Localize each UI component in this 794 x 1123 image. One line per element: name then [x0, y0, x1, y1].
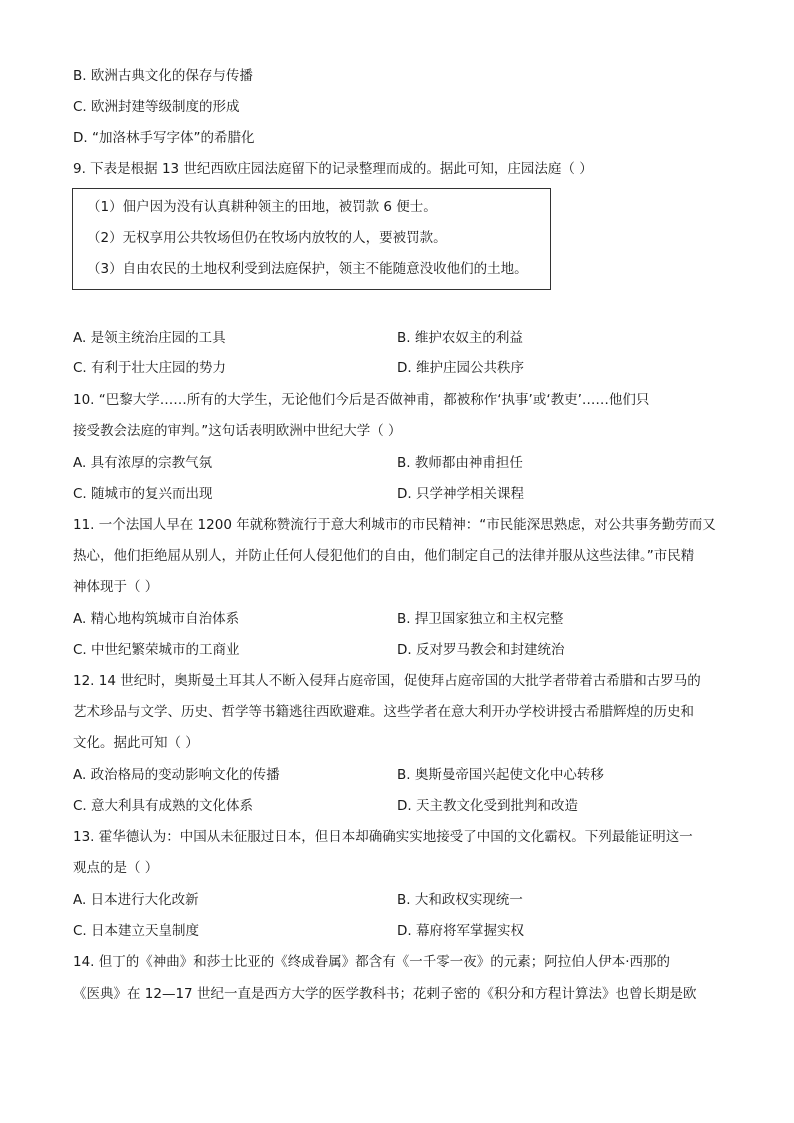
- question-14-stem-line1: 14. 但丁的《神曲》和莎士比亚的《终成眷属》都含有《一千零一夜》的元素；阿拉伯人伊本·西那的: [73, 954, 671, 970]
- question-13-stem-line2: 观点的是（ ）: [73, 860, 159, 876]
- question-12-stem-line1: 12. 14 世纪时，奥斯曼土耳其人不断入侵拜占庭帝国，促使拜占庭帝国的大批学者带着古希腊和古罗马的: [73, 673, 701, 689]
- question-12-option-b: B. 奥斯曼帝国兴起使文化中心转移: [397, 767, 604, 783]
- question-9-stem: 9. 下表是根据 13 世纪西欧庄园法庭留下的记录整理而成的。据此可知，庄园法庭（ ）: [73, 161, 593, 177]
- question-13-option-a: A. 日本进行大化改新: [73, 892, 199, 908]
- option-d: D. “加洛林手写字体”的希腊化: [73, 130, 255, 146]
- question-11-option-c: C. 中世纪繁荣城市的工商业: [73, 642, 240, 658]
- question-10-option-b: B. 教师都由神甫担任: [397, 455, 523, 471]
- question-9-option-b: B. 维护农奴主的利益: [397, 330, 523, 346]
- question-10-option-a: A. 具有浓厚的宗教气氛: [73, 455, 213, 471]
- question-12-stem-line2: 艺术珍品与文学、历史、哲学等书籍逃往西欧避难。这些学者在意大利开办学校讲授古希腊辉煌的历史和: [73, 704, 694, 720]
- table-row: （3）自由农民的土地权利受到法庭保护，领主不能随意没收他们的土地。: [87, 261, 528, 277]
- question-13-option-d: D. 幕府将军掌握实权: [397, 923, 524, 939]
- table-row: （2）无权享用公共牧场但仍在牧场内放牧的人，要被罚款。: [87, 230, 447, 246]
- question-10-stem-line2: 接受教会法庭的审判。”这句话表明欧洲中世纪大学（ ）: [73, 423, 402, 439]
- question-11-option-b: B. 捍卫国家独立和主权完整: [397, 611, 564, 627]
- question-11-stem-line2: 热心，他们拒绝屈从别人，并防止任何人侵犯他们的自由，他们制定自己的法律并服从这些法律。”市民精: [73, 548, 695, 564]
- option-b: B. 欧洲古典文化的保存与传播: [73, 68, 253, 84]
- question-11-stem-line1: 11. 一个法国人早在 1200 年就称赞流行于意大利城市的市民精神：“市民能深思熟虑，对公共事务勤劳而又: [73, 517, 716, 533]
- question-12-option-d: D. 天主教文化受到批判和改造: [397, 798, 578, 814]
- question-12-option-c: C. 意大利具有成熟的文化体系: [73, 798, 254, 814]
- table-row: （1）佃户因为没有认真耕种领主的田地，被罚款 6 便士。: [87, 199, 437, 215]
- option-c: C. 欧洲封建等级制度的形成: [73, 99, 240, 115]
- question-13-option-b: B. 大和政权实现统一: [397, 892, 523, 908]
- question-9-option-c: C. 有利于壮大庄园的势力: [73, 360, 227, 376]
- question-10-option-c: C. 随城市的复兴而出现: [73, 486, 213, 502]
- question-12-option-a: A. 政治格局的变动影响文化的传播: [73, 767, 280, 783]
- question-9-option-d: D. 维护庄园公共秩序: [397, 360, 524, 376]
- question-12-stem-line3: 文化。据此可知（ ）: [73, 735, 199, 751]
- question-9-table: [72, 188, 551, 290]
- question-14-stem-line2: 《医典》在 12—17 世纪一直是西方大学的医学教科书；花剌子密的《积分和方程计算法》也曾长期是欧: [73, 986, 697, 1002]
- question-13-option-c: C. 日本建立天皇制度: [73, 923, 200, 939]
- question-11-option-d: D. 反对罗马教会和封建统治: [397, 642, 565, 658]
- question-11-stem-line3: 神体现于（ ）: [73, 579, 159, 595]
- question-10-stem-line1: 10. “巴黎大学……所有的大学生，无论他们今后是否做神甫，都被称作‘执事’或‘教吏’……他们只: [73, 392, 650, 408]
- question-10-option-d: D. 只学神学相关课程: [397, 486, 524, 502]
- question-13-stem-line1: 13. 霍华德认为：中国从未征服过日本，但日本却确确实实地接受了中国的文化霸权。下列最能证明这一: [73, 829, 693, 845]
- question-11-option-a: A. 精心地构筑城市自治体系: [73, 611, 240, 627]
- question-9-option-a: A. 是领主统治庄园的工具: [73, 330, 226, 346]
